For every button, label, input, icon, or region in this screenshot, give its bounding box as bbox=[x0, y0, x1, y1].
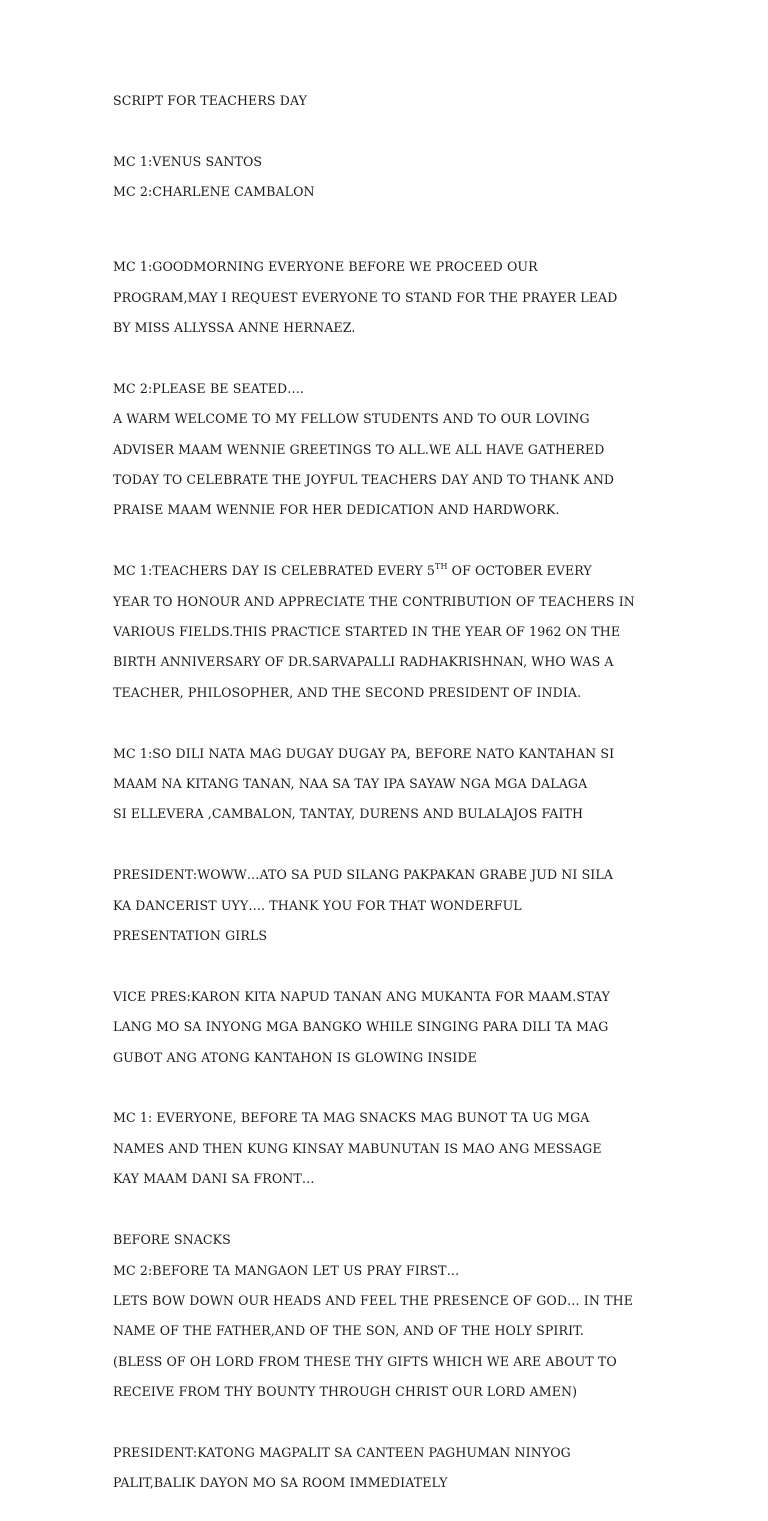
text-line: VARIOUS FIELDS.THIS PRACTICE STARTED IN THE YEAR OF 1962 ON THE bbox=[113, 624, 621, 640]
text-line: LETS BOW DOWN OUR HEADS AND FEEL THE PRESENCE OF GOD… IN THE bbox=[113, 1292, 633, 1308]
text-line: NAMES AND THEN KUNG KINSAY MABUNUTAN IS MAO ANG MESSAGE bbox=[113, 1140, 602, 1156]
text-line: MC 1:GOODMORNING EVERYONE BEFORE WE PROCEED OUR bbox=[113, 259, 538, 275]
superscript: TH bbox=[435, 562, 448, 572]
text-line bbox=[113, 563, 653, 578]
text-line: MAAM NA KITANG TANAN, NAA SA TAY IPA SAYAW NGA MGA DALAGA bbox=[113, 776, 588, 792]
paragraph-vice-pres bbox=[113, 974, 653, 1080]
text-line: BIRTH ANNIVERSARY OF DR.SARVAPALLI RADHAKRISHNAN, WHO WAS A bbox=[113, 654, 614, 670]
document-title bbox=[113, 78, 653, 124]
document-page bbox=[113, 78, 653, 1521]
text-line: BY MISS ALLYSSA ANNE HERNAEZ. bbox=[113, 320, 356, 336]
text-line: (BLESS OF OH LORD FROM THESE THY GIFTS WHICH WE ARE ABOUT TO bbox=[113, 1353, 617, 1369]
text-line: PROGRAM,MAY I REQUEST EVERYONE TO STAND FOR THE PRAYER LEAD bbox=[113, 289, 618, 305]
text-line: PRESIDENT:KATONG MAGPALIT SA CANTEEN PAGHUMAN NINYOG bbox=[113, 1444, 571, 1460]
mc2-name: MC 2:CHARLENE CAMBALON bbox=[113, 184, 315, 200]
paragraph-dance bbox=[113, 730, 653, 836]
text-line: TODAY TO CELEBRATE THE JOYFUL TEACHERS DAY AND TO THANK AND bbox=[113, 472, 615, 488]
text-line: ADVISER MAAM WENNIE GREETINGS TO ALL.WE ALL HAVE GATHERED bbox=[113, 441, 605, 457]
spacer bbox=[113, 230, 653, 244]
title-line: SCRIPT FOR TEACHERS DAY bbox=[113, 93, 308, 109]
text-line: BEFORE SNACKS bbox=[113, 1232, 231, 1248]
paragraph-welcome bbox=[113, 366, 653, 533]
text-line: SI ELLEVERA ,CAMBALON, TANTAY, DURENS AND BULALAJOS FAITH bbox=[113, 806, 584, 822]
text-line: YEAR TO HONOUR AND APPRECIATE THE CONTRIBUTION OF TEACHERS IN bbox=[113, 593, 635, 609]
mc-list bbox=[113, 139, 653, 215]
mc1-name: MC 1:VENUS SANTOS bbox=[113, 154, 263, 169]
paragraph-canteen bbox=[113, 1430, 653, 1506]
text-line: MC 1:SO DILI NATA MAG DUGAY DUGAY PA, BEFORE NATO KANTAHAN SI bbox=[113, 745, 615, 761]
paragraph-prayer bbox=[113, 1217, 653, 1415]
text-line: GUBOT ANG ATONG KANTAHON IS GLOWING INSIDE bbox=[113, 1049, 477, 1065]
text-line: TEACHER, PHILOSOPHER, AND THE SECOND PRESIDENT OF INDIA. bbox=[113, 684, 582, 700]
text-line: KAY MAAM DANI SA FRONT… bbox=[113, 1171, 315, 1187]
paragraph-president bbox=[113, 852, 653, 958]
paragraph-opening bbox=[113, 244, 653, 350]
text-line: MC 2:PLEASE BE SEATED…. bbox=[113, 380, 305, 396]
text-line: VICE PRES:KARON KITA NAPUD TANAN ANG MUKANTA FOR MAAM.STAY bbox=[113, 988, 611, 1004]
paragraph-teachers-day bbox=[113, 548, 653, 715]
text-segment: MC 1:TEACHERS DAY IS CELEBRATED EVERY 5 bbox=[113, 563, 436, 579]
text-line: MC 1: EVERYONE, BEFORE TA MAG SNACKS MAG BUNOT TA UG MGA bbox=[113, 1110, 590, 1126]
text-line: MC 2:BEFORE TA MANGAON LET US PRAY FIRST… bbox=[113, 1262, 460, 1278]
text-line: KA DANCERIST UYY…. THANK YOU FOR THAT WONDERFUL bbox=[113, 897, 522, 913]
text-line: NAME OF THE FATHER,AND OF THE SON, AND OF THE HOLY SPIRIT. bbox=[113, 1323, 584, 1339]
text-line: PRESENTATION GIRLS bbox=[113, 928, 268, 944]
text-segment: OF OCTOBER EVERY bbox=[447, 563, 592, 579]
text-line: PALIT,BALIK DAYON MO SA ROOM IMMEDIATELY bbox=[113, 1475, 448, 1491]
text-line: A WARM WELCOME TO MY FELLOW STUDENTS AND TO OUR LOVING bbox=[113, 411, 590, 427]
paragraph-names bbox=[113, 1095, 653, 1201]
text-line: PRAISE MAAM WENNIE FOR HER DEDICATION AND HARDWORK. bbox=[113, 502, 560, 518]
text-line: RECEIVE FROM THY BOUNTY THROUGH CHRIST OUR LORD AMEN) bbox=[113, 1384, 578, 1400]
text-line: PRESIDENT:WOWW…ATO SA PUD SILANG PAKPAKAN GRABE JUD NI SILA bbox=[113, 867, 614, 883]
text-line: LANG MO SA INYONG MGA BANGKO WHILE SINGING PARA DILI TA MAG bbox=[113, 1019, 609, 1035]
